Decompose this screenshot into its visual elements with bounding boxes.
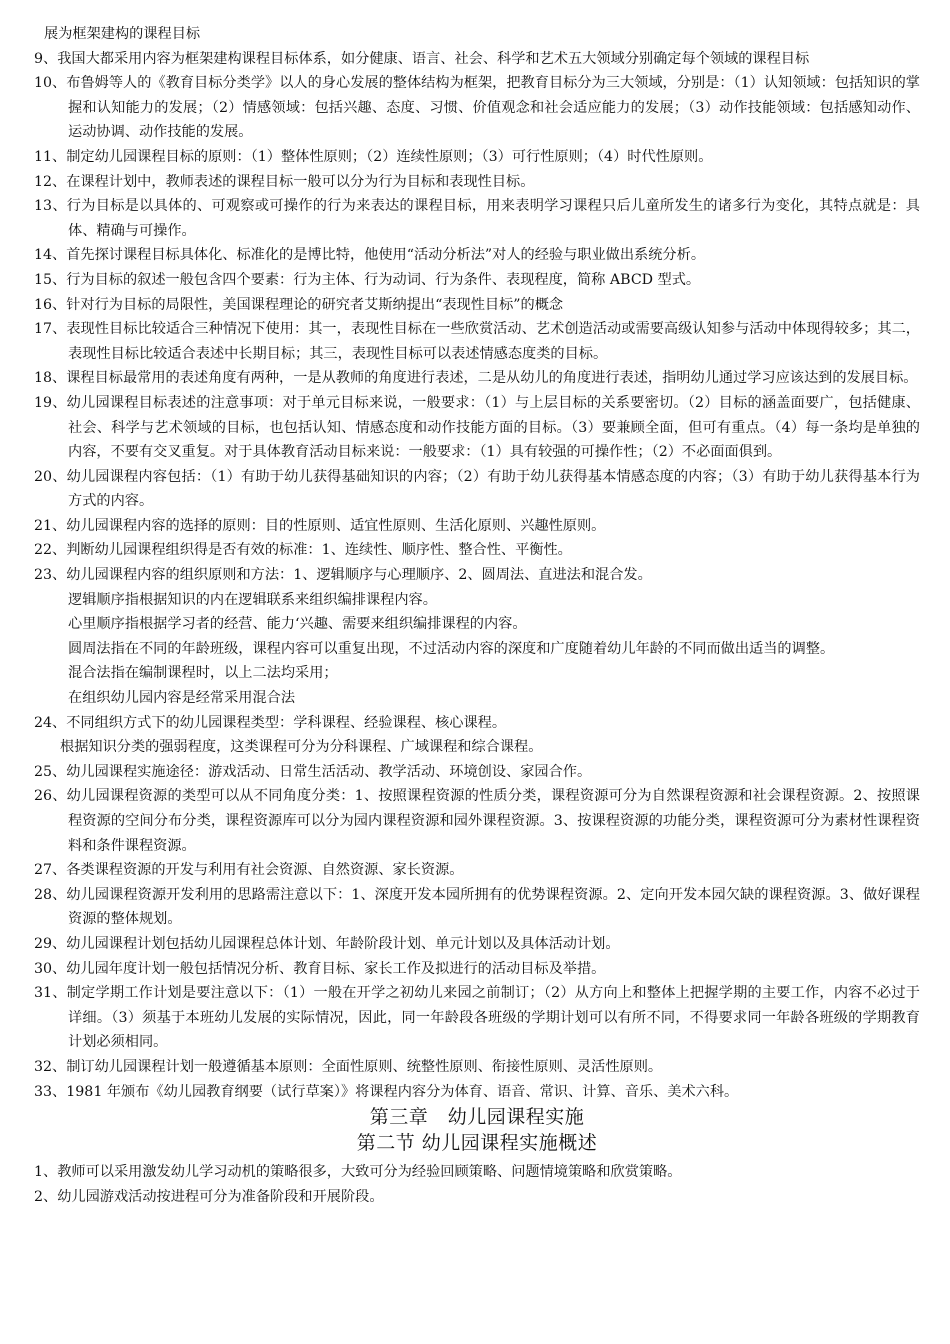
list-item-9: 9、我国大都采用内容为框架建构课程目标体系，如分健康、语言、社会、科学和艺术五大领域分别确定每个领域的课程目标 <box>34 50 810 67</box>
list-item-19: 19、幼儿园课程目标表述的注意事项：对于单元目标来说，一般要求：（1）与上层目标的关系要密切。（2）目标的涵盖面要广，包括健康、社会、科学与艺术领域的目标，也包括认知、情感态度和动作技能方面的目标。（3）要兼顾全面，但可有重点。（4）每一条均是单独的内容，不要有交叉重复。对于具体教育活动目标来说：一般要求：（1）具有较强的可操作性；（2）不必面面俱到。 <box>34 394 920 461</box>
list-item-12: 12、在课程计划中，教师表述的课程目标一般可以分为行为目标和表现性目标。 <box>34 173 535 190</box>
list-item-27: 27、各类课程资源的开发与利用有社会资源、自然资源、家长资源。 <box>34 862 464 879</box>
list-item-25: 25、幼儿园课程实施途径：游戏活动、日常生活活动、教学活动、环境创设、家园合作。 <box>34 763 592 780</box>
list-subitem <box>34 637 920 662</box>
list-item-17: 17、表现性目标比较适合三种情况下使用：其一，表现性目标在一些欣赏活动、艺术创造活动或需要高级认知参与活动中体现得较多；其二，表现性目标比较适合表述中长期目标；其三，表现性目标可以表述情感态度类的目标。 <box>34 321 920 362</box>
list-item-20: 20、幼儿园课程内容包括：（1）有助于幼儿获得基础知识的内容；（2）有助于幼儿获得基本情感态度的内容；（3）有助于幼儿获得基本行为方式的内容。 <box>34 468 920 510</box>
list-item-22: 22、判断幼儿园课程组织得是否有效的标准：1、连续性、顺序性、整合性、平衡性。 <box>34 542 572 559</box>
list-subitem-text: 圆周法指在不同的年龄班级，课程内容可以重复出现，不过活动内容的深度和广度随着幼儿年龄的不同而做出适当的调整。 <box>68 640 835 657</box>
list-item-18: 18、课程目标最常用的表述角度有两种，一是从教师的角度进行表述，二是从幼儿的角度进行表述，指明幼儿通过学习应该达到的发展目标。 <box>34 370 918 387</box>
list-subitem: 在组织幼儿园内容是经常采用混合法 <box>68 690 296 707</box>
list-item-28: 28、幼儿园课程资源开发利用的思路需注意以下：1、深度开发本园所拥有的优势课程资源。2、定向开发本园欠缺的课程资源。3、做好课程资源的整体规划。 <box>34 886 920 928</box>
list-item-11: 11、制定幼儿园课程目标的原则：（1）整体性原则；（2）连续性原则；（3）可行性原则；（4）时代性原则。 <box>34 148 713 165</box>
list-item-21: 21、幼儿园课程内容的选择的原则：目的性原则、适宜性原则、生活化原则、兴趣性原则。 <box>34 517 606 534</box>
chapter-title: 第三章 幼儿园课程实施 <box>369 1106 585 1129</box>
list-item-2: 2、幼儿园游戏活动按进程可分为准备阶段和开展阶段。 <box>34 1188 384 1205</box>
list-item-15: 15、行为目标的叙述一般包含四个要素：行为主体、行为动词、行为条件、表现程度，简称 ABCD 型式。 <box>34 271 701 288</box>
list-subitem: 心里顺序指根据学习者的经营、能力‘兴趣、需要来组织编排课程的内容。 <box>68 616 527 633</box>
list-item-30: 30、幼儿园年度计划一般包括情况分析、教育目标、家长工作及拟进行的活动目标及举措。 <box>34 960 606 977</box>
list-item-13: 13、行为目标是以具体的、可观察或可操作的行为来表达的课程目标，用来表明学习课程只后儿童所发生的诸多行为变化，其特点就是：具体、精确与可操作。 <box>34 198 920 239</box>
list-item-1: 1、教师可以采用激发幼儿学习动机的策略很多，大致可分为经验回顾策略、问题情境策略和欣赏策略。 <box>34 1164 682 1181</box>
list-item-10: 10、布鲁姆等人的《教育目标分类学》以人的身心发展的整体结构为框架，把教育目标分为三大领域，分别是：（1）认知领域：包括知识的掌握和认知能力的发展；（2）情感领域：包括兴趣、态度、习惯、价值观念和社会适应能力的发展；（3）动作技能领域：包括感知动作、运动协调、动作技能的发展。 <box>34 75 920 141</box>
list-subitem: 混合法指在编制课程时，以上二法均采用； <box>68 665 338 682</box>
section-title: 第二节 幼儿园课程实施概述 <box>356 1132 598 1155</box>
list-item-33: 33、1981 年颁布《幼儿园教育纲要（试行草案）》将课程内容分为体育、语音、常识、计算、音乐、美术六科。 <box>34 1083 739 1100</box>
list-item-16: 16、针对行为目标的局限性，美国课程理论的研究者艾斯纳提出“表现性目标”的概念 <box>34 296 564 313</box>
list-item-32: 32、制订幼儿园课程计划一般遵循基本原则：全面性原则、统整性原则、衔接性原则、灵活性原则。 <box>34 1058 663 1075</box>
list-subitem: 根据知识分类的强弱程度，这类课程可分为分科课程、广域课程和综合课程。 <box>60 739 543 756</box>
list-item-26: 26、幼儿园课程资源的类型可以从不同角度分类：1、按照课程资源的性质分类，课程资源可分为自然课程资源和社会课程资源。2、按照课程资源的空间分布分类，课程资源库可以分为园内课程资源和园外课程资源。3、按课程资源的功能分类，课程资源可分为素材性课程资料和条件课程资源。 <box>34 788 920 854</box>
list-item-31: 31、制定学期工作计划是要注意以下：（1）一般在开学之初幼儿来园之前制订；（2）从方向上和整体上把握学期的主要工作，内容不必过于详细。（3）须基于本班幼儿发展的实际情况，因此，同一年龄段各班级的学期计划可以有所不同，不得要求同一年龄各班级的学期教育计划必须相同。 <box>34 985 920 1051</box>
list-item-23: 23、幼儿园课程内容的组织原则和方法：1、逻辑顺序与心理顺序、2、圆周法、直进法和混合发。 <box>34 567 652 584</box>
list-item-14: 14、首先探讨课程目标具体化、标准化的是博比特，他使用“活动分析法”对人的经验与职业做出系统分析。 <box>34 247 706 264</box>
text-line: 展为框架建构的课程目标 <box>44 26 201 42</box>
list-item-24: 24、不同组织方式下的幼儿园课程类型：学科课程、经验课程、核心课程。 <box>34 714 507 731</box>
list-item-29: 29、幼儿园课程计划包括幼儿园课程总体计划、年龄阶段计划、单元计划以及具体活动计划。 <box>34 935 620 952</box>
list-subitem: 逻辑顺序指根据知识的内在逻辑联系来组织编排课程内容。 <box>68 591 437 608</box>
